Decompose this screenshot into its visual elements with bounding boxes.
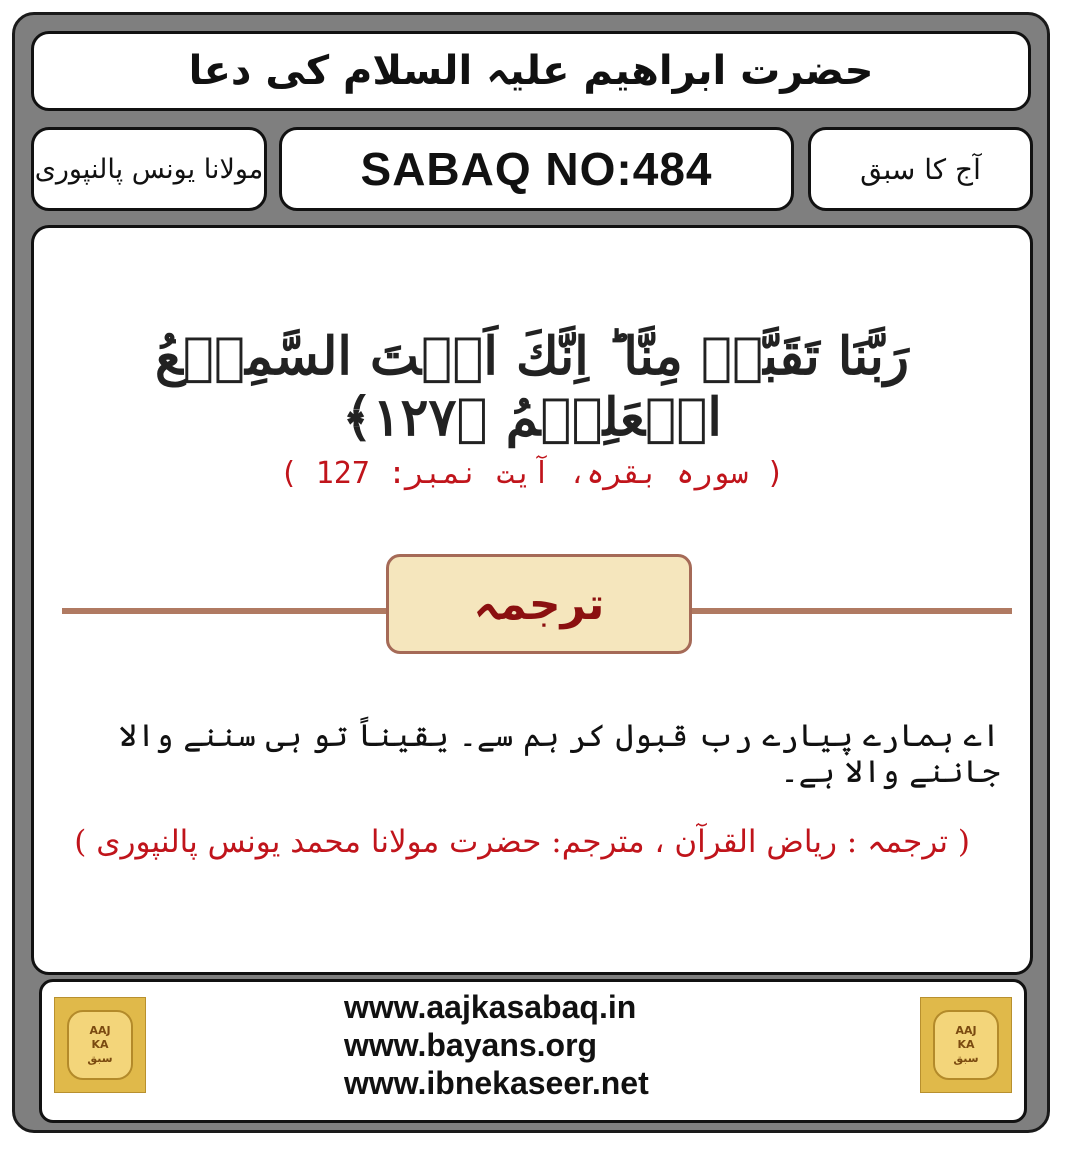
logo-text-line: AAJ <box>955 1024 977 1037</box>
translation-heading <box>386 554 692 654</box>
logo-text-line: سبق <box>953 1052 979 1065</box>
outer-frame <box>12 12 1050 1133</box>
logo-text-line: KA <box>91 1038 109 1051</box>
translation-heading-text: ترجمہ <box>473 578 605 630</box>
logo-badge <box>67 1010 133 1080</box>
teacher-name-box <box>31 127 267 211</box>
aaj-ka-sabaq-logo <box>920 997 1012 1093</box>
website-link[interactable]: www.bayans.org <box>344 1027 598 1063</box>
aaj-ka-sabaq-logo <box>54 997 146 1093</box>
today-lesson-box <box>808 127 1033 211</box>
sabaq-number: SABAQ NO:484 <box>360 143 713 195</box>
teacher-name: مولانا یونس پالنپوری <box>34 153 264 185</box>
page-title-text: حضرت ابراھیم علیہ السلام کی دعا <box>188 48 874 94</box>
logo-text-line: KA <box>957 1038 975 1051</box>
logo-badge <box>933 1010 999 1080</box>
quran-ayah: رَبَّنَا تَقَبَّلۡ مِنَّا ؕ اِنَّكَ اَنۡتَ السَّمِيۡعُ الۡعَلِيۡمُ ﴿۱۲۷﴾ <box>155 326 909 448</box>
lesson-content-panel <box>31 225 1033 975</box>
website-link[interactable]: www.aajkasabaq.in <box>344 989 637 1025</box>
sabaq-number-box <box>279 127 794 211</box>
translation-credit: ( ترجمہ : ریاض القرآن ، مترجم: حضرت مولانا محمد یونس پالنپوری ) <box>74 824 970 860</box>
website-links <box>344 988 764 1102</box>
footer-panel <box>39 979 1027 1123</box>
today-lesson-label: آج کا سبق <box>860 152 981 186</box>
logo-text-line: AAJ <box>89 1024 111 1037</box>
ayah-reference: ( سورہ بقرہ، آیت نمبر: 127 ) <box>279 456 785 491</box>
translation-text: اے ہمارے پیارے رب قبول کر ہم سے۔ یقیناً تو ہی سننے والا جاننے والا ہے۔ <box>118 718 1000 790</box>
website-link[interactable]: www.ibnekaseer.net <box>344 1065 649 1101</box>
page-title <box>31 31 1031 111</box>
logo-text-line: سبق <box>87 1052 113 1065</box>
